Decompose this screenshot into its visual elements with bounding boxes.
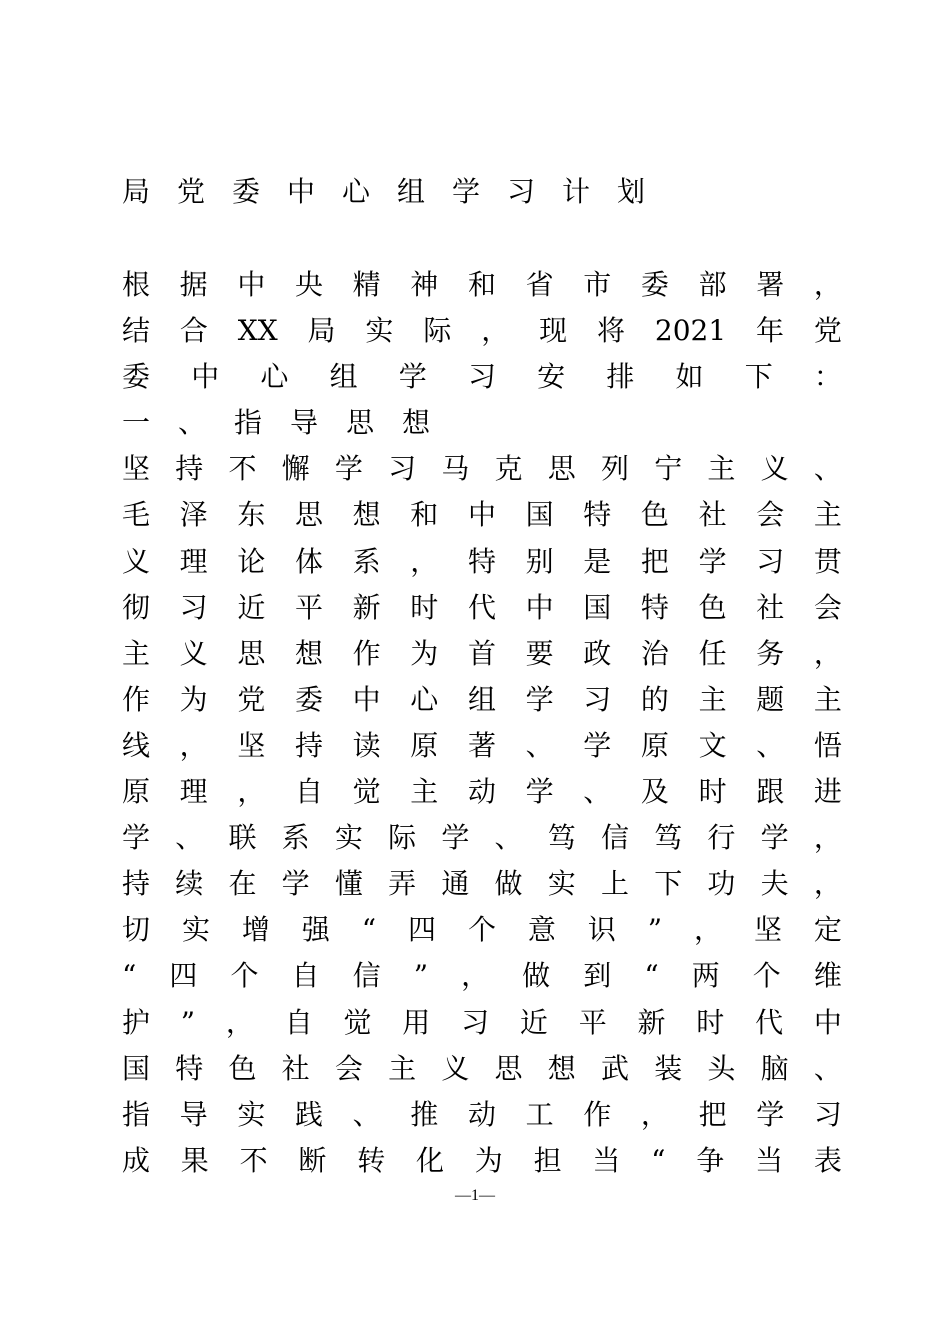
text-glyph: 头 — [707, 1051, 736, 1085]
text-glyph: 系 — [352, 544, 381, 578]
text-line — [122, 446, 842, 492]
text-glyph: 联 — [228, 821, 257, 855]
text-glyph: 东 — [237, 498, 266, 532]
text-glyph: 委 — [640, 268, 669, 301]
text-glyph: 署 — [756, 268, 785, 301]
text-glyph: 想 — [294, 636, 323, 670]
text-glyph: 近 — [237, 590, 266, 624]
text-glyph: 不 — [239, 1143, 268, 1177]
text-glyph: 理 — [179, 544, 208, 578]
text-glyph: 、 — [756, 728, 785, 762]
text-glyph: 社 — [756, 590, 785, 624]
text-glyph: 习 — [179, 590, 208, 624]
text-line — [122, 1138, 842, 1184]
text-glyph: ： — [813, 360, 842, 394]
text-glyph: 弄 — [388, 867, 417, 901]
text-glyph: 实 — [334, 821, 363, 855]
text-glyph: 如 — [675, 360, 704, 394]
text-line — [122, 907, 842, 953]
text-glyph: 主 — [813, 682, 842, 716]
text-glyph: 的 — [640, 682, 669, 716]
text-glyph: ， — [813, 268, 842, 301]
text-glyph: 市 — [583, 268, 612, 301]
text-glyph: 作 — [122, 682, 151, 716]
text-glyph: 年 — [756, 314, 785, 348]
text-glyph: 会 — [813, 590, 842, 624]
text-glyph: ， — [694, 913, 723, 947]
text-glyph: 特 — [467, 544, 496, 578]
text-glyph: 排 — [606, 360, 635, 394]
text-glyph: 、 — [178, 406, 207, 440]
text-glyph: 2021 — [654, 314, 727, 348]
text-glyph: 组 — [329, 360, 358, 394]
text-glyph: 国 — [525, 498, 554, 532]
text-glyph: 平 — [294, 590, 323, 624]
text-line — [122, 815, 842, 861]
text-line — [122, 723, 842, 769]
text-glyph: ， — [237, 775, 266, 809]
text-glyph: 习 — [388, 452, 417, 486]
text-glyph: 一 — [122, 406, 151, 440]
text-glyph: 中 — [191, 360, 220, 394]
text-line — [122, 631, 842, 677]
text-glyph: 学 — [122, 821, 151, 855]
text-glyph: 列 — [600, 452, 629, 486]
text-glyph: 定 — [813, 913, 842, 947]
text-glyph: 行 — [707, 821, 736, 855]
text-glyph: 治 — [640, 636, 669, 670]
text-glyph: 贯 — [813, 544, 842, 578]
text-glyph: 夫 — [760, 867, 789, 901]
text-glyph: 马 — [441, 452, 470, 486]
text-line — [122, 953, 842, 999]
text-glyph: 际 — [388, 821, 417, 855]
text-line — [122, 585, 842, 631]
text-glyph: 习 — [813, 1097, 842, 1131]
text-glyph: 义 — [122, 544, 151, 578]
text-glyph: 务 — [756, 636, 785, 670]
text-glyph: 特 — [583, 498, 612, 532]
text-glyph: ， — [481, 314, 510, 348]
text-glyph: 想 — [402, 406, 431, 440]
text-glyph: 悟 — [813, 728, 842, 762]
text-glyph: 觉 — [343, 1005, 372, 1039]
text-glyph: 社 — [698, 498, 727, 532]
text-glyph: 义 — [441, 1051, 470, 1085]
text-glyph: 不 — [228, 452, 257, 486]
text-glyph: 动 — [467, 1097, 496, 1131]
text-glyph: 学 — [756, 1097, 785, 1131]
text-glyph: 和 — [410, 498, 439, 532]
text-glyph: 坚 — [753, 913, 782, 947]
text-glyph: 下 — [654, 867, 683, 901]
text-glyph: ， — [179, 728, 208, 762]
text-glyph: 时 — [696, 1005, 725, 1039]
text-glyph: 及 — [640, 775, 669, 809]
text-glyph: 色 — [698, 590, 727, 624]
text-glyph: 断 — [298, 1143, 327, 1177]
text-glyph: 信 — [600, 821, 629, 855]
text-glyph: 中 — [237, 268, 266, 301]
text-glyph: 转 — [357, 1143, 386, 1177]
text-glyph: ， — [410, 544, 439, 578]
text-glyph: 学 — [525, 682, 554, 716]
text-glyph: 是 — [583, 544, 612, 578]
text-glyph: 代 — [467, 590, 496, 624]
text-glyph: 新 — [352, 590, 381, 624]
text-glyph: 和 — [467, 268, 496, 301]
text-line — [122, 539, 842, 585]
text-glyph: 委 — [294, 682, 323, 716]
text-glyph: 到 — [583, 959, 612, 993]
text-glyph: 实 — [547, 867, 576, 901]
text-glyph: “ — [644, 959, 659, 993]
text-glyph: 、 — [813, 452, 842, 486]
text-glyph: 实 — [181, 913, 210, 947]
text-glyph: 学 — [334, 452, 363, 486]
text-glyph: 中 — [467, 498, 496, 532]
text-glyph: 指 — [234, 406, 263, 440]
text-glyph: ” — [180, 1005, 196, 1039]
text-glyph: 、 — [813, 1051, 842, 1085]
text-glyph: 部 — [698, 268, 727, 301]
text-glyph: 思 — [346, 406, 375, 440]
text-glyph: 切 — [122, 913, 151, 947]
text-glyph: 持 — [294, 728, 323, 762]
text-glyph: 、 — [352, 1097, 381, 1131]
text-glyph: 笃 — [547, 821, 576, 855]
text-glyph: 、 — [583, 775, 612, 809]
text-line — [122, 354, 842, 400]
text-line — [122, 1000, 842, 1046]
text-line — [122, 769, 842, 815]
text-glyph: 懈 — [281, 452, 310, 486]
text-glyph: 著 — [467, 728, 496, 762]
text-glyph: 实 — [237, 1097, 266, 1131]
text-glyph: 笃 — [654, 821, 683, 855]
section-heading — [122, 400, 842, 446]
text-glyph: 为 — [474, 1143, 503, 1177]
text-glyph: 意 — [527, 913, 556, 947]
text-glyph: 识 — [587, 913, 616, 947]
document-title: 局党委中心组学习计划 — [122, 175, 673, 208]
text-glyph: 自 — [284, 1005, 313, 1039]
text-glyph: 践 — [294, 1097, 323, 1131]
text-glyph: 担 — [533, 1143, 562, 1177]
text-glyph: 心 — [260, 360, 289, 394]
text-glyph: 成 — [122, 1143, 151, 1177]
text-glyph: 时 — [698, 775, 727, 809]
text-glyph: 特 — [640, 590, 669, 624]
text-glyph: 中 — [525, 590, 554, 624]
text-glyph: 强 — [301, 913, 330, 947]
text-glyph: ” — [647, 913, 663, 947]
text-glyph: 下 — [744, 360, 773, 394]
text-glyph: 会 — [334, 1051, 363, 1085]
text-glyph: 持 — [122, 867, 151, 901]
text-glyph: 个 — [752, 959, 781, 993]
text-glyph: 时 — [410, 590, 439, 624]
text-glyph: 推 — [410, 1097, 439, 1131]
text-glyph: 任 — [698, 636, 727, 670]
text-glyph: 想 — [352, 498, 381, 532]
text-glyph: 做 — [522, 959, 551, 993]
text-line — [122, 1092, 842, 1138]
text-glyph: 系 — [281, 821, 310, 855]
text-glyph: 坚 — [122, 452, 151, 486]
text-glyph: 做 — [494, 867, 523, 901]
text-line — [122, 262, 842, 308]
text-glyph: 原 — [122, 775, 151, 809]
text-glyph: 际 — [423, 314, 452, 348]
text-glyph: 习 — [756, 544, 785, 578]
text-glyph: 习 — [583, 682, 612, 716]
text-glyph: 毛 — [122, 498, 151, 532]
text-glyph: 把 — [640, 544, 669, 578]
text-glyph: 学 — [441, 821, 470, 855]
text-glyph: 作 — [583, 1097, 612, 1131]
text-glyph: 社 — [281, 1051, 310, 1085]
text-glyph: 组 — [467, 682, 496, 716]
text-glyph: 续 — [175, 867, 204, 901]
text-glyph: ， — [461, 959, 490, 993]
text-glyph: 争 — [696, 1143, 725, 1177]
text-line — [122, 308, 842, 354]
text-glyph: 别 — [525, 544, 554, 578]
text-glyph: 自 — [291, 959, 320, 993]
text-glyph: 功 — [707, 867, 736, 901]
text-glyph: 原 — [640, 728, 669, 762]
text-glyph: 主 — [122, 636, 151, 670]
text-glyph: 脑 — [760, 1051, 789, 1085]
text-glyph: 新 — [637, 1005, 666, 1039]
text-line — [122, 677, 842, 723]
text-glyph: XX — [237, 314, 278, 348]
text-glyph: 想 — [547, 1051, 576, 1085]
text-glyph: 持 — [175, 452, 204, 486]
text-glyph: ， — [640, 1097, 669, 1131]
text-glyph: 要 — [525, 636, 554, 670]
text-line — [122, 1046, 842, 1092]
text-glyph: 护 — [122, 1005, 151, 1039]
text-glyph: 在 — [228, 867, 257, 901]
text-glyph: 、 — [494, 821, 523, 855]
text-glyph: 近 — [519, 1005, 548, 1039]
text-glyph: 宁 — [654, 452, 683, 486]
text-glyph: 委 — [122, 360, 151, 394]
text-glyph: 彻 — [122, 590, 151, 624]
text-glyph: 指 — [122, 1097, 151, 1131]
text-glyph: 通 — [441, 867, 470, 901]
text-glyph: ， — [813, 867, 842, 901]
text-glyph: 工 — [525, 1097, 554, 1131]
text-glyph: 局 — [307, 314, 336, 348]
text-glyph: ， — [813, 821, 842, 855]
text-glyph: 武 — [600, 1051, 629, 1085]
text-glyph: 思 — [237, 636, 266, 670]
text-glyph: 主 — [698, 682, 727, 716]
text-glyph: 央 — [294, 268, 323, 301]
text-glyph: 个 — [230, 959, 259, 993]
text-glyph: “ — [122, 959, 137, 993]
text-glyph: 党 — [237, 682, 266, 716]
text-glyph: 学 — [583, 728, 612, 762]
text-glyph: 导 — [179, 1097, 208, 1131]
text-glyph: 结 — [122, 314, 151, 348]
text-glyph: 省 — [525, 268, 554, 301]
text-glyph: 精 — [352, 268, 381, 301]
text-glyph: 表 — [813, 1143, 842, 1177]
text-glyph: 根 — [122, 268, 151, 301]
text-glyph: ， — [225, 1005, 254, 1039]
text-glyph: 学 — [281, 867, 310, 901]
text-glyph: 特 — [175, 1051, 204, 1085]
text-glyph: 国 — [583, 590, 612, 624]
text-glyph: 泽 — [179, 498, 208, 532]
text-line — [122, 861, 842, 907]
text-glyph: 果 — [180, 1143, 209, 1177]
text-glyph: 题 — [756, 682, 785, 716]
text-glyph: 习 — [467, 360, 496, 394]
text-glyph: 文 — [698, 728, 727, 762]
text-glyph: 心 — [410, 682, 439, 716]
text-glyph: 上 — [600, 867, 629, 901]
text-glyph: 维 — [813, 959, 842, 993]
text-glyph: 党 — [813, 314, 842, 348]
text-glyph: 习 — [461, 1005, 490, 1039]
text-glyph: “ — [651, 1143, 666, 1177]
text-glyph: 导 — [290, 406, 319, 440]
text-glyph: 主 — [388, 1051, 417, 1085]
text-glyph: 主 — [813, 498, 842, 532]
text-glyph: 装 — [654, 1051, 683, 1085]
text-glyph: 原 — [410, 728, 439, 762]
text-glyph: 学 — [398, 360, 427, 394]
text-glyph: 增 — [241, 913, 270, 947]
document-body — [122, 262, 842, 1184]
text-glyph: 将 — [596, 314, 625, 348]
text-glyph: 四 — [169, 959, 198, 993]
text-glyph: “ — [361, 913, 377, 947]
page-number: —1— — [455, 1187, 495, 1204]
text-glyph: 动 — [467, 775, 496, 809]
text-glyph: 主 — [707, 452, 736, 486]
text-glyph: 四 — [408, 913, 437, 947]
text-glyph: 当 — [592, 1143, 621, 1177]
text-glyph: 主 — [410, 775, 439, 809]
text-glyph: 学 — [525, 775, 554, 809]
text-glyph: 坚 — [237, 728, 266, 762]
text-glyph: 懂 — [334, 867, 363, 901]
text-glyph: 首 — [467, 636, 496, 670]
text-glyph: 义 — [179, 636, 208, 670]
text-glyph: 觉 — [352, 775, 381, 809]
text-glyph: 现 — [539, 314, 568, 348]
text-glyph: 学 — [698, 544, 727, 578]
text-glyph: 中 — [352, 682, 381, 716]
text-glyph: 义 — [760, 452, 789, 486]
text-glyph: 会 — [756, 498, 785, 532]
text-glyph: 色 — [640, 498, 669, 532]
text-glyph: 安 — [537, 360, 566, 394]
text-glyph: 代 — [755, 1005, 784, 1039]
text-glyph: 学 — [760, 821, 789, 855]
text-glyph: 理 — [179, 775, 208, 809]
text-glyph: 当 — [755, 1143, 784, 1177]
text-glyph: 个 — [467, 913, 496, 947]
text-glyph: 、 — [175, 821, 204, 855]
text-glyph: 政 — [583, 636, 612, 670]
text-glyph: 国 — [122, 1051, 151, 1085]
text-glyph: ” — [413, 959, 429, 993]
text-glyph: 跟 — [756, 775, 785, 809]
text-glyph: 线 — [122, 728, 151, 762]
text-glyph: 据 — [179, 268, 208, 301]
text-glyph: 把 — [698, 1097, 727, 1131]
text-glyph: 克 — [494, 452, 523, 486]
text-glyph: 为 — [410, 636, 439, 670]
text-glyph: 化 — [415, 1143, 444, 1177]
text-glyph: 合 — [179, 314, 208, 348]
text-glyph: 进 — [813, 775, 842, 809]
text-glyph: 体 — [294, 544, 323, 578]
text-glyph: 为 — [179, 682, 208, 716]
text-glyph: 思 — [294, 498, 323, 532]
text-glyph: 思 — [547, 452, 576, 486]
text-glyph: 神 — [410, 268, 439, 301]
text-glyph: 、 — [525, 728, 554, 762]
text-glyph: 色 — [228, 1051, 257, 1085]
text-glyph: 平 — [578, 1005, 607, 1039]
text-glyph: 信 — [352, 959, 381, 993]
text-glyph: 读 — [352, 728, 381, 762]
text-glyph: 论 — [237, 544, 266, 578]
text-glyph: 中 — [813, 1005, 842, 1039]
text-glyph: 自 — [294, 775, 323, 809]
text-glyph: 思 — [494, 1051, 523, 1085]
text-glyph: 用 — [402, 1005, 431, 1039]
text-glyph: 实 — [365, 314, 394, 348]
text-line — [122, 492, 842, 538]
text-glyph: ， — [813, 636, 842, 670]
text-glyph: 两 — [691, 959, 720, 993]
text-glyph: 作 — [352, 636, 381, 670]
